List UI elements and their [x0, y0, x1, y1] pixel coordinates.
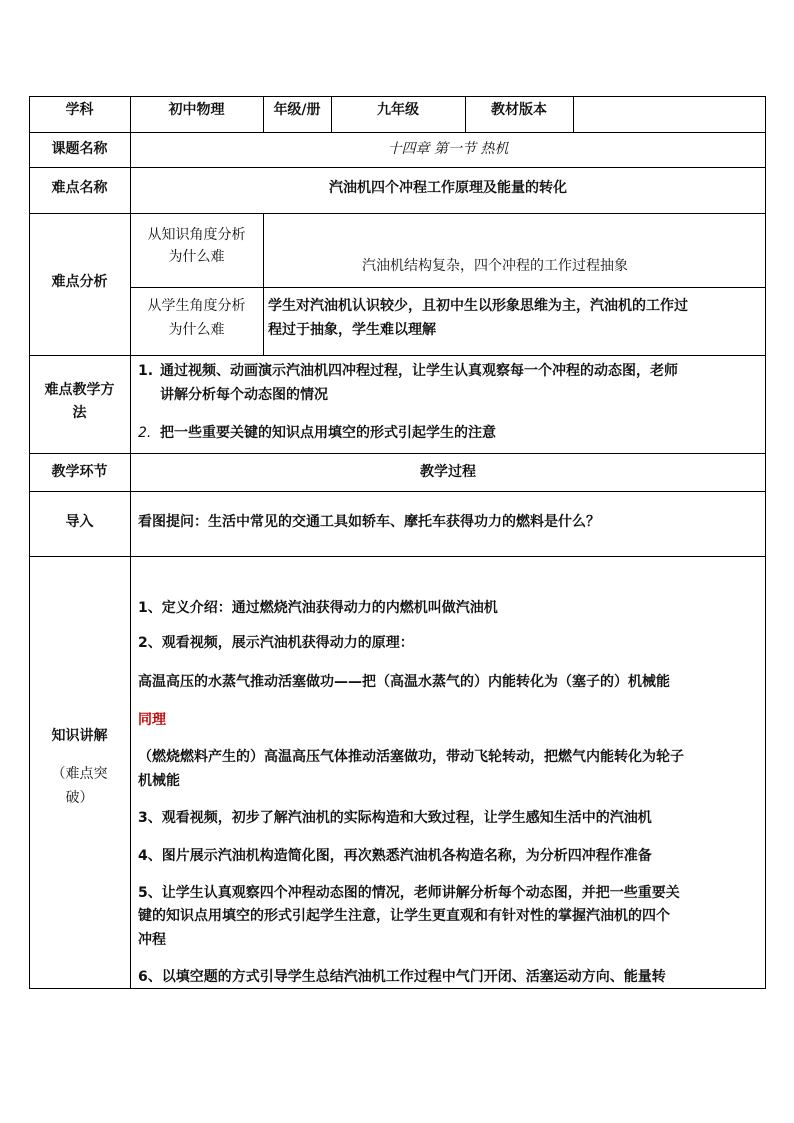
knowledge-paragraph: 6、以填空题的方式引导学生总结汽油机工作过程中气门开闭、活塞运动方向、能量转 [138, 969, 666, 985]
topic-label: 课题名称 [51, 141, 108, 157]
row-line [29, 167, 766, 168]
grade-label: 年级/册 [273, 102, 321, 118]
table-border-right [765, 96, 766, 989]
student-angle-text: 程过于抽象，学生难以理解 [268, 322, 436, 338]
method-item-text: 通过视频、动画演示汽油机四冲程过程，让学生认真观察每一个冲程的动态图，老师 [160, 363, 678, 379]
intro-text: 看图提问：生活中常见的交通工具如轿车、摩托车获得功力的燃料是什么？ [138, 514, 600, 530]
student-angle-label: 从学生角度分析 [147, 298, 246, 314]
knowledge-label: 破） [65, 790, 94, 806]
knowledge-angle-label: 从知识角度分析 [147, 227, 246, 243]
row-line [29, 355, 766, 356]
knowledge-label: 知识讲解 [51, 728, 108, 744]
difficulty-label: 难点名称 [51, 180, 108, 196]
knowledge-paragraph: 4、图片展示汽油机构造简化图，再次熟悉汽油机各构造名称，为分析四冲程作准备 [138, 848, 652, 864]
col-line [573, 96, 574, 132]
methods-label: 难点教学方 [44, 382, 115, 398]
row-line [29, 453, 766, 454]
analysis-label: 难点分析 [51, 274, 108, 290]
methods-label: 法 [72, 405, 87, 421]
row-line [29, 213, 766, 214]
table-border-bottom [29, 988, 766, 989]
col-line [263, 213, 264, 355]
grade-value: 九年级 [377, 102, 419, 118]
student-angle-text: 学生对汽油机认识较少，且初中生以形象思维为主，汽油机的工作过 [268, 298, 688, 314]
difficulty-value: 汽油机四个冲程工作原理及能量的转化 [329, 180, 567, 196]
knowledge-angle-text: 汽油机结构复杂，四个冲程的工作过程抽象 [362, 258, 628, 274]
row-line [29, 491, 766, 492]
row-line [130, 287, 766, 288]
intro-label: 导入 [65, 514, 94, 530]
table-border-left [29, 96, 30, 989]
knowledge-paragraph: 1、定义介绍：通过燃烧汽油获得动力的内燃机叫做汽油机 [138, 600, 498, 616]
subject-value: 初中物理 [168, 102, 225, 118]
knowledge-highlight: 同理 [138, 712, 166, 728]
method-item-number: 1. [138, 363, 154, 379]
subject-label: 学科 [65, 102, 94, 118]
method-item-text: 把一些重要关键的知识点用填空的形式引起学生的注意 [160, 425, 496, 441]
knowledge-paragraph: 键的知识点用填空的形式引起学生注意，让学生更直观和有针对性的掌握汽油机的四个 [138, 908, 670, 924]
row-line [29, 556, 766, 557]
row-line [29, 96, 766, 97]
process-stage-label: 教学环节 [51, 464, 108, 480]
knowledge-paragraph: 2、观看视频，展示汽油机获得动力的原理： [138, 635, 414, 651]
knowledge-angle-label: 为什么难 [168, 249, 225, 265]
student-angle-label: 为什么难 [168, 322, 225, 338]
process-label: 教学过程 [420, 464, 476, 480]
method-item-text: 讲解分析每个动态图的情况 [160, 387, 328, 403]
topic-value: 十四章 第一节 热机 [387, 141, 509, 157]
knowledge-paragraph: 高温高压的水蒸气推动活塞做功——把（高温水蒸气的）内能转化为（塞子的）机械能 [138, 674, 670, 690]
method-item-number: 2. [138, 425, 152, 441]
edition-label: 教材版本 [491, 102, 547, 118]
knowledge-paragraph: 5、让学生认真观察四个冲程动态图的情况，老师讲解分析每个动态图，并把一些重要关 [138, 885, 680, 901]
knowledge-paragraph: 3、观看视频，初步了解汽油机的实际构造和大致过程，让学生感知生活中的汽油机 [138, 810, 652, 826]
knowledge-paragraph: 冲程 [138, 932, 166, 948]
knowledge-paragraph: （燃烧燃料产生的）高温高压气体推动活塞做功，带动飞轮转动，把燃气内能转化为轮子 [138, 749, 684, 765]
row-line [29, 132, 766, 133]
knowledge-paragraph: 机械能 [138, 773, 180, 789]
knowledge-label: （难点突 [51, 766, 108, 782]
